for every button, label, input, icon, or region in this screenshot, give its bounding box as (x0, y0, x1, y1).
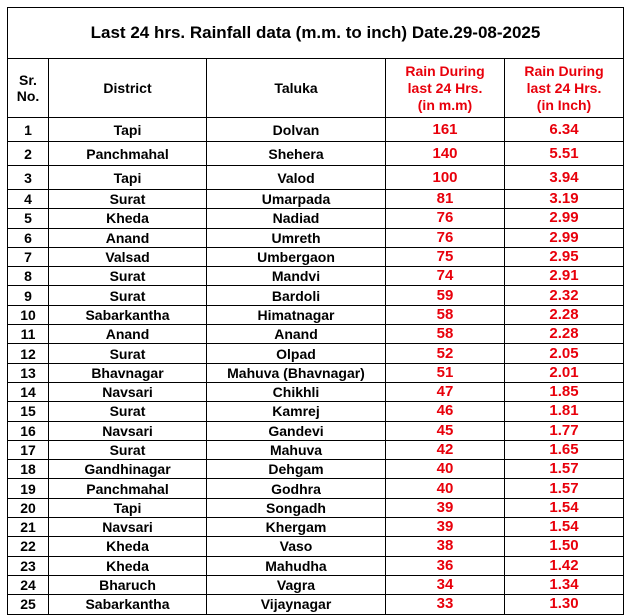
table-row (8, 305, 624, 324)
cell-rain-mm: 51 (386, 363, 505, 382)
cell-taluka: Chikhli (207, 382, 386, 401)
cell-district: Surat (49, 286, 207, 305)
cell-rain-mm: 47 (386, 382, 505, 401)
cell-taluka: Bardoli (207, 286, 386, 305)
cell-sr-no: 13 (8, 363, 49, 382)
cell-sr-no: 8 (8, 267, 49, 286)
table-row (8, 118, 624, 142)
table-row (8, 247, 624, 266)
cell-rain-inch: 1.65 (505, 440, 624, 459)
cell-district: Navsari (49, 518, 207, 537)
cell-rain-inch: 2.95 (505, 247, 624, 266)
table-row (8, 479, 624, 498)
cell-rain-mm: 140 (386, 142, 505, 166)
cell-rain-mm: 81 (386, 190, 505, 209)
cell-taluka: Vaso (207, 537, 386, 556)
cell-district: Tapi (49, 118, 207, 142)
cell-rain-inch: 2.28 (505, 325, 624, 344)
header-sr-no: Sr. No. (8, 59, 49, 118)
cell-district: Bhavnagar (49, 363, 207, 382)
cell-district: Surat (49, 267, 207, 286)
cell-rain-mm: 100 (386, 166, 505, 190)
header-taluka: Taluka (207, 59, 386, 118)
cell-sr-no: 6 (8, 228, 49, 247)
cell-rain-mm: 58 (386, 305, 505, 324)
cell-taluka: Vagra (207, 575, 386, 594)
cell-taluka: Valod (207, 166, 386, 190)
cell-sr-no: 17 (8, 440, 49, 459)
header-district: District (49, 59, 207, 118)
cell-district: Navsari (49, 382, 207, 401)
cell-rain-mm: 45 (386, 421, 505, 440)
cell-taluka: Umarpada (207, 190, 386, 209)
table-row (8, 421, 624, 440)
cell-taluka: Songadh (207, 498, 386, 517)
table-row (8, 575, 624, 594)
table-row (8, 382, 624, 401)
cell-district: Kheda (49, 556, 207, 575)
cell-rain-mm: 74 (386, 267, 505, 286)
table-row (8, 286, 624, 305)
cell-sr-no: 24 (8, 575, 49, 594)
cell-sr-no: 23 (8, 556, 49, 575)
cell-taluka: Kamrej (207, 402, 386, 421)
cell-rain-inch: 1.57 (505, 479, 624, 498)
cell-district: Tapi (49, 166, 207, 190)
cell-district: Gandhinagar (49, 460, 207, 479)
cell-sr-no: 12 (8, 344, 49, 363)
table-row (8, 363, 624, 382)
cell-district: Panchmahal (49, 479, 207, 498)
cell-sr-no: 25 (8, 595, 49, 614)
cell-rain-inch: 2.28 (505, 305, 624, 324)
cell-taluka: Vijaynagar (207, 595, 386, 614)
cell-rain-mm: 33 (386, 595, 505, 614)
cell-district: Navsari (49, 421, 207, 440)
cell-district: Tapi (49, 498, 207, 517)
table-row (8, 460, 624, 479)
cell-taluka: Nadiad (207, 209, 386, 228)
cell-rain-mm: 52 (386, 344, 505, 363)
cell-rain-mm: 39 (386, 498, 505, 517)
cell-rain-mm: 46 (386, 402, 505, 421)
cell-sr-no: 4 (8, 190, 49, 209)
cell-rain-inch: 1.54 (505, 498, 624, 517)
cell-district: Surat (49, 402, 207, 421)
cell-taluka: Himatnagar (207, 305, 386, 324)
cell-rain-inch: 1.54 (505, 518, 624, 537)
table-row (8, 537, 624, 556)
cell-taluka: Umbergaon (207, 247, 386, 266)
table-row (8, 402, 624, 421)
rainfall-table (7, 7, 624, 615)
cell-district: Anand (49, 325, 207, 344)
cell-rain-inch: 1.50 (505, 537, 624, 556)
cell-rain-inch: 1.57 (505, 460, 624, 479)
cell-sr-no: 7 (8, 247, 49, 266)
cell-rain-mm: 40 (386, 479, 505, 498)
cell-taluka: Dehgam (207, 460, 386, 479)
table-row (8, 166, 624, 190)
table-row (8, 228, 624, 247)
cell-taluka: Dolvan (207, 118, 386, 142)
cell-rain-mm: 76 (386, 228, 505, 247)
cell-sr-no: 5 (8, 209, 49, 228)
cell-taluka: Godhra (207, 479, 386, 498)
cell-district: Panchmahal (49, 142, 207, 166)
cell-district: Sabarkantha (49, 305, 207, 324)
cell-sr-no: 22 (8, 537, 49, 556)
cell-rain-mm: 58 (386, 325, 505, 344)
table-body (8, 118, 624, 615)
cell-sr-no: 1 (8, 118, 49, 142)
cell-sr-no: 3 (8, 166, 49, 190)
cell-rain-inch: 2.32 (505, 286, 624, 305)
cell-taluka: Mahuva (Bhavnagar) (207, 363, 386, 382)
cell-taluka: Mahudha (207, 556, 386, 575)
cell-rain-mm: 40 (386, 460, 505, 479)
cell-rain-mm: 38 (386, 537, 505, 556)
cell-rain-mm: 161 (386, 118, 505, 142)
cell-sr-no: 16 (8, 421, 49, 440)
cell-sr-no: 14 (8, 382, 49, 401)
table-row (8, 344, 624, 363)
header-row (8, 59, 624, 118)
cell-rain-mm: 39 (386, 518, 505, 537)
cell-district: Anand (49, 228, 207, 247)
cell-sr-no: 9 (8, 286, 49, 305)
cell-taluka: Shehera (207, 142, 386, 166)
table-row (8, 190, 624, 209)
table-row (8, 498, 624, 517)
cell-sr-no: 18 (8, 460, 49, 479)
cell-rain-inch: 1.42 (505, 556, 624, 575)
cell-rain-inch: 2.99 (505, 209, 624, 228)
cell-rain-inch: 1.81 (505, 402, 624, 421)
table-row (8, 209, 624, 228)
cell-rain-inch: 1.77 (505, 421, 624, 440)
cell-rain-inch: 3.19 (505, 190, 624, 209)
cell-rain-mm: 76 (386, 209, 505, 228)
cell-rain-mm: 59 (386, 286, 505, 305)
table-row (8, 556, 624, 575)
cell-rain-inch: 3.94 (505, 166, 624, 190)
cell-taluka: Olpad (207, 344, 386, 363)
cell-taluka: Khergam (207, 518, 386, 537)
cell-district: Surat (49, 440, 207, 459)
cell-taluka: Umreth (207, 228, 386, 247)
cell-sr-no: 2 (8, 142, 49, 166)
cell-district: Surat (49, 344, 207, 363)
cell-rain-inch: 2.01 (505, 363, 624, 382)
cell-rain-inch: 2.05 (505, 344, 624, 363)
cell-rain-inch: 5.51 (505, 142, 624, 166)
cell-sr-no: 20 (8, 498, 49, 517)
cell-district: Surat (49, 190, 207, 209)
rainfall-document (7, 7, 623, 615)
cell-district: Bharuch (49, 575, 207, 594)
table-row (8, 518, 624, 537)
cell-rain-inch: 1.85 (505, 382, 624, 401)
cell-sr-no: 15 (8, 402, 49, 421)
cell-taluka: Mahuva (207, 440, 386, 459)
table-row (8, 267, 624, 286)
cell-sr-no: 10 (8, 305, 49, 324)
cell-taluka: Anand (207, 325, 386, 344)
header-rain-inch: Rain During last 24 Hrs. (in Inch) (505, 59, 624, 118)
table-row (8, 325, 624, 344)
cell-sr-no: 21 (8, 518, 49, 537)
cell-rain-mm: 36 (386, 556, 505, 575)
cell-taluka: Mandvi (207, 267, 386, 286)
cell-rain-inch: 6.34 (505, 118, 624, 142)
table-row (8, 142, 624, 166)
cell-sr-no: 19 (8, 479, 49, 498)
cell-rain-inch: 1.30 (505, 595, 624, 614)
cell-rain-inch: 1.34 (505, 575, 624, 594)
cell-rain-inch: 2.91 (505, 267, 624, 286)
cell-district: Kheda (49, 209, 207, 228)
cell-rain-mm: 42 (386, 440, 505, 459)
cell-district: Valsad (49, 247, 207, 266)
table-title: Last 24 hrs. Rainfall data (m.m. to inch) Date.29-08-2025 (8, 8, 624, 59)
header-rain-mm: Rain During last 24 Hrs. (in m.m) (386, 59, 505, 118)
cell-rain-mm: 75 (386, 247, 505, 266)
cell-rain-mm: 34 (386, 575, 505, 594)
cell-district: Kheda (49, 537, 207, 556)
table-row (8, 595, 624, 614)
cell-taluka: Gandevi (207, 421, 386, 440)
cell-district: Sabarkantha (49, 595, 207, 614)
cell-rain-inch: 2.99 (505, 228, 624, 247)
cell-sr-no: 11 (8, 325, 49, 344)
table-row (8, 440, 624, 459)
